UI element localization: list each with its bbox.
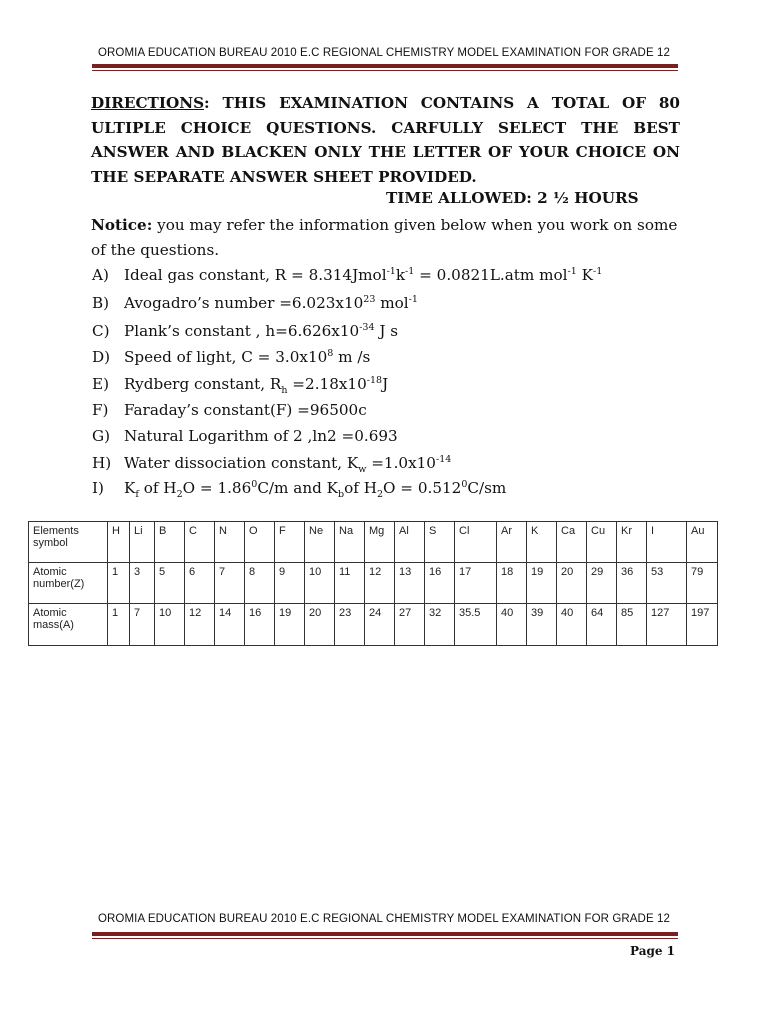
constant-i <box>92 478 507 501</box>
constant-letter: E) <box>92 375 110 393</box>
cell-symbol: H <box>108 522 130 563</box>
cell-symbol: F <box>275 522 305 563</box>
constant-letter: I) <box>92 479 104 497</box>
cell-symbol: Ca <box>557 522 587 563</box>
cell-number: 5 <box>155 563 185 604</box>
cell-symbol: K <box>527 522 557 563</box>
cell-number: 1 <box>108 563 130 604</box>
exponent: -1 <box>405 265 415 277</box>
cell-mass: 7 <box>130 604 155 646</box>
cell-number: 53 <box>647 563 687 604</box>
constant-text: of H <box>138 479 177 497</box>
header-title: OROMIA EDUCATION BUREAU 2010 E.C REGIONAL CHEMISTRY MODEL EXAMINATION FOR GRADE 12 <box>97 47 671 59</box>
cell-mass: 40 <box>557 604 587 646</box>
cell-number: 9 <box>275 563 305 604</box>
notice <box>91 213 681 262</box>
constant-text: K <box>124 479 136 497</box>
cell-number: 12 <box>365 563 395 604</box>
constant-text: Avogadro’s number =6.023x10 <box>124 294 364 312</box>
cell-mass: 19 <box>275 604 305 646</box>
cell-mass: 39 <box>527 604 557 646</box>
cell-mass: 85 <box>617 604 647 646</box>
constant-f <box>92 401 367 419</box>
constant-letter: F) <box>92 401 109 419</box>
directions-label: DIRECTIONS <box>91 94 205 112</box>
row-mass <box>29 604 718 646</box>
cell-mass: 127 <box>647 604 687 646</box>
constant-d <box>92 348 370 366</box>
constant-text: J <box>382 375 389 393</box>
header-rule <box>92 64 678 71</box>
constant-text: Faraday’s constant(F) =96500c <box>124 401 367 419</box>
element-table <box>28 521 718 646</box>
exponent: -14 <box>435 453 452 465</box>
constant-text: Ideal gas constant, R = 8.314Jmol <box>124 266 387 284</box>
cell-mass: 197 <box>687 604 718 646</box>
subscript: h <box>281 385 288 397</box>
cell-mass: 20 <box>305 604 335 646</box>
constant-letter: G) <box>92 427 111 445</box>
constant-text: Natural Logarithm of 2 ,ln2 =0.693 <box>124 427 398 445</box>
constant-text: Plank’s constant , h=6.626x10 <box>124 322 360 340</box>
exponent: -1 <box>386 265 396 277</box>
constant-text: of H <box>344 479 377 497</box>
exponent: -1 <box>408 293 418 305</box>
cell-number: 7 <box>215 563 245 604</box>
directions-text: : THIS EXAMINATION CONTAINS A TOTAL OF 80 ULTIPLE CHOICE QUESTIONS. CARFULLY SELECT THE BEST ANSWER AND BLACKEN ONLY THE LETTER OF YOUR CHOICE ON THE SEPARATE ANSWER SHEET PROVIDED. <box>91 94 680 186</box>
constant-text: O = 1.86 <box>182 479 252 497</box>
subscript: b <box>338 489 345 501</box>
cell-symbol: Au <box>687 522 718 563</box>
exponent: -1 <box>567 265 577 277</box>
constant-text: K <box>576 266 593 284</box>
constant-e <box>92 374 389 397</box>
constant-text: O = 0.512 <box>383 479 462 497</box>
row-number <box>29 563 718 604</box>
constant-text: k <box>395 266 406 284</box>
cell-symbol: N <box>215 522 245 563</box>
constant-letter: D) <box>92 348 111 366</box>
cell-number: 3 <box>130 563 155 604</box>
row-label-symbol: Elements symbol <box>29 522 108 563</box>
constant-text: J s <box>374 322 399 340</box>
constant-text: Speed of light, C = 3.0x10 <box>124 348 328 366</box>
cell-number: 8 <box>245 563 275 604</box>
cell-mass: 27 <box>395 604 425 646</box>
exponent: -1 <box>592 265 603 277</box>
cell-number: 17 <box>455 563 497 604</box>
exponent: 8 <box>327 347 334 359</box>
exponent: -18 <box>366 374 383 386</box>
footer-rule <box>92 932 678 939</box>
cell-mass: 14 <box>215 604 245 646</box>
row-label-number: Atomic number(Z) <box>29 563 108 604</box>
cell-mass: 32 <box>425 604 455 646</box>
cell-symbol: Li <box>130 522 155 563</box>
cell-number: 19 <box>527 563 557 604</box>
cell-number: 10 <box>305 563 335 604</box>
constant-letter: B) <box>92 294 110 312</box>
cell-symbol: S <box>425 522 455 563</box>
cell-number: 18 <box>497 563 527 604</box>
constant-h <box>92 453 452 476</box>
page-number: Page 1 <box>630 944 676 958</box>
cell-number: 29 <box>587 563 617 604</box>
cell-mass: 10 <box>155 604 185 646</box>
constant-text: Rydberg constant, R <box>124 375 282 393</box>
cell-mass: 40 <box>497 604 527 646</box>
cell-mass: 24 <box>365 604 395 646</box>
notice-label: Notice: <box>91 216 153 234</box>
constant-text: C/sm <box>467 479 507 497</box>
constant-letter: A) <box>92 266 109 284</box>
cell-number: 11 <box>335 563 365 604</box>
cell-symbol: Cl <box>455 522 497 563</box>
cell-mass: 35.5 <box>455 604 497 646</box>
cell-symbol: Ne <box>305 522 335 563</box>
constant-text: =1.0x10 <box>366 454 436 472</box>
cell-mass: 64 <box>587 604 617 646</box>
constant-text: =2.18x10 <box>287 375 367 393</box>
cell-symbol: Al <box>395 522 425 563</box>
cell-symbol: O <box>245 522 275 563</box>
footer-title: OROMIA EDUCATION BUREAU 2010 E.C REGIONAL CHEMISTRY MODEL EXAMINATION FOR GRADE 12 <box>97 913 671 925</box>
exponent: 0 <box>251 478 258 490</box>
cell-symbol: Mg <box>365 522 395 563</box>
constant-letter: C) <box>92 322 110 340</box>
cell-mass: 23 <box>335 604 365 646</box>
cell-mass: 1 <box>108 604 130 646</box>
constant-text: C/m and K <box>257 479 339 497</box>
cell-symbol: Kr <box>617 522 647 563</box>
directions <box>91 91 680 189</box>
row-label-mass: Atomic mass(A) <box>29 604 108 646</box>
cell-symbol: Na <box>335 522 365 563</box>
constant-b <box>92 294 418 312</box>
cell-number: 79 <box>687 563 718 604</box>
cell-number: 13 <box>395 563 425 604</box>
constant-text: = 0.0821L.atm mol <box>414 266 568 284</box>
cell-symbol: Ar <box>497 522 527 563</box>
constant-g <box>92 427 398 445</box>
constant-text: Water dissociation constant, K <box>124 454 359 472</box>
cell-number: 16 <box>425 563 455 604</box>
notice-text: you may refer the information given below when you work on some of the questions. <box>91 216 678 259</box>
exponent: -34 <box>359 321 375 333</box>
constant-text: m /s <box>333 348 371 366</box>
cell-symbol: C <box>185 522 215 563</box>
cell-number: 36 <box>617 563 647 604</box>
constant-letter: H) <box>92 454 112 472</box>
cell-symbol: Cu <box>587 522 617 563</box>
exponent: 23 <box>363 293 376 305</box>
cell-number: 20 <box>557 563 587 604</box>
exponent: 0 <box>461 478 468 490</box>
constant-a <box>92 266 602 284</box>
cell-mass: 12 <box>185 604 215 646</box>
cell-number: 6 <box>185 563 215 604</box>
cell-symbol: I <box>647 522 687 563</box>
constant-text: mol <box>375 294 409 312</box>
cell-symbol: B <box>155 522 185 563</box>
cell-mass: 16 <box>245 604 275 646</box>
subscript: 2 <box>176 489 183 501</box>
subscript: w <box>358 464 367 476</box>
constant-c <box>92 322 398 340</box>
subscript: f <box>135 489 139 501</box>
subscript: 2 <box>376 489 383 501</box>
row-symbol <box>29 522 718 563</box>
time-allowed: TIME ALLOWED: 2 ½ HOURS <box>386 189 639 207</box>
